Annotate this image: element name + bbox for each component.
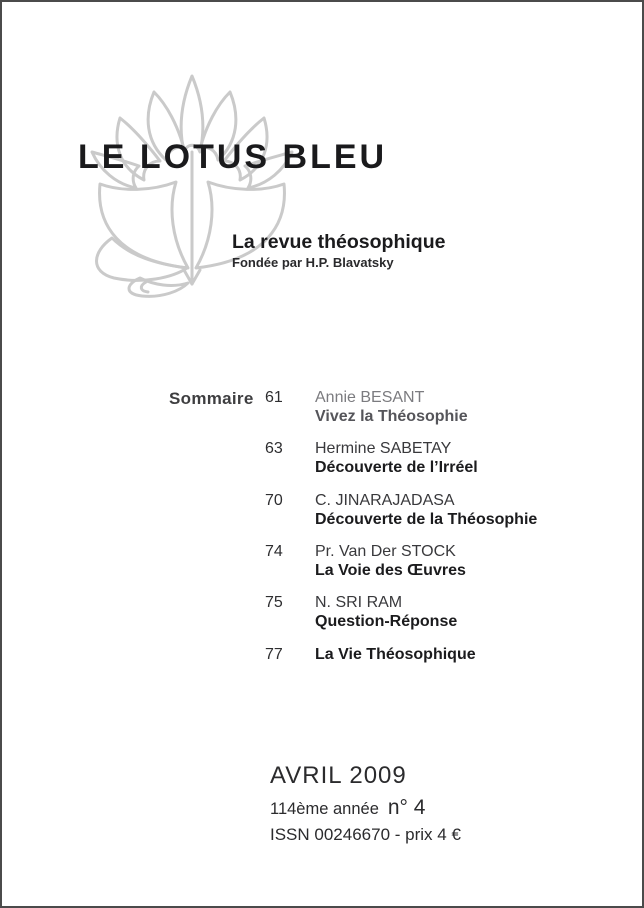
toc-article-title: Découverte de la Théosophie [315, 511, 538, 528]
issn-line: ISSN 00246670 - prix 4 € [270, 825, 461, 844]
founder-line: Fondée par H.P. Blavatsky [232, 255, 394, 271]
toc-page-number: 63 [265, 440, 283, 457]
toc-entry [265, 491, 537, 529]
toc-page-number: 70 [265, 492, 283, 509]
issue-info [270, 764, 461, 843]
toc-page-number: 61 [265, 389, 283, 406]
toc-entry [265, 645, 476, 664]
magazine-title: LE LOTUS BLEU [78, 138, 388, 176]
toc-entry [265, 388, 468, 426]
toc-author: Pr. Van Der STOCK [315, 543, 456, 560]
toc-article-title: Question-Réponse [315, 613, 458, 630]
toc-author: Annie BESANT [315, 389, 425, 406]
toc-entry [265, 439, 478, 477]
toc-entry [265, 593, 457, 631]
year-text: 114ème année [270, 800, 379, 818]
toc-article-title: La Vie Théosophique [315, 646, 476, 663]
toc-author: N. SRI RAM [315, 594, 403, 611]
toc-article-title: Vivez la Théosophie [315, 408, 468, 425]
issue-date: AVRIL 2009 [270, 762, 407, 789]
toc-article-title: La Voie des Œuvres [315, 562, 466, 579]
toc-heading: Sommaire [169, 389, 254, 408]
masthead-subtitle-block [232, 231, 445, 270]
toc-page-number: 77 [265, 646, 283, 663]
toc-page-number: 75 [265, 594, 283, 611]
issue-number: n° 4 [387, 796, 426, 819]
toc-entry [265, 542, 466, 580]
year-line [270, 797, 461, 818]
toc-author: Hermine SABETAY [315, 440, 452, 457]
toc-page-number: 74 [265, 543, 283, 560]
magazine-subtitle: La revue théosophique [232, 231, 446, 253]
toc-article-title: Découverte de l’Irréel [315, 459, 478, 476]
toc-author: C. JINARAJADASA [315, 492, 455, 509]
